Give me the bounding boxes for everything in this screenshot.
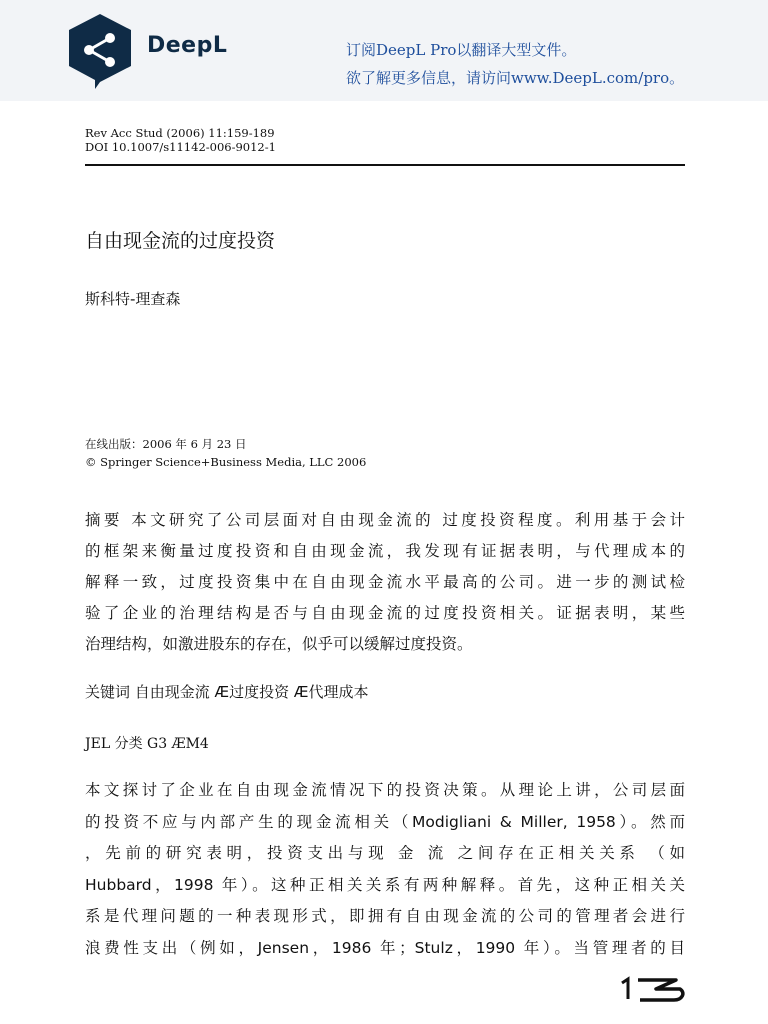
body-line: 本文探讨了企业在自由现金流情况下的投资决策。从理论上讲，公司层面 — [85, 781, 685, 799]
copyright-line: © Springer Science+Business Media, LLC 2006 — [85, 455, 367, 469]
abstract-line: 验了企业的治理结构是否与自由现金流的过度投资相关。证据表明，某些 — [85, 604, 685, 622]
deepl-logo-icon[interactable] — [65, 12, 135, 90]
body-paragraph — [85, 775, 685, 964]
paper-title: 自由现金流的过度投资 — [85, 230, 276, 252]
body-line: 的投资不应与内部产生的现金流相关（Modigliani & Miller, 1958）。然而 — [85, 812, 685, 831]
body-line: ，先前的研究表明，投资支出与现 金 流 之间存在正相关关系 （如 — [85, 844, 685, 862]
doi: DOI 10.1007/s11142-006-9012-1 — [85, 140, 276, 154]
abstract-line: 摘要 本文研究了公司层面对自由现金流的 过度投资程度。利用基于会计 — [85, 511, 685, 529]
abstract-line: 治理结构，如激进股东的存在，似乎可以缓解过度投资。 — [85, 635, 473, 653]
promo-line-1: 订阅DeepL Pro以翻译大型文件。 — [346, 41, 577, 59]
springer-13-logo — [616, 975, 686, 1003]
author-name: 斯科特-理查森 — [85, 290, 181, 308]
deepl-brand-name[interactable]: DeepL — [147, 33, 228, 58]
jel-classification: JEL 分类 G3 ÆM4 — [85, 736, 209, 752]
abstract-line: 解释一致，过度投资集中在自由现金流水平最高的公司。进一步的测试检 — [85, 573, 685, 591]
citation: Rev Acc Stud (2006) 11:159-189 — [85, 126, 275, 140]
journal-header — [85, 126, 276, 154]
header-rule — [85, 164, 685, 166]
abstract — [85, 505, 685, 660]
publication-info — [85, 435, 366, 471]
deepl-banner — [0, 0, 768, 101]
body-line: 系是代理问题的一种表现形式，即拥有自由现金流的公司的管理者会进行 — [85, 907, 685, 925]
keywords: 关键词 自由现金流 Æ过度投资 Æ代理成本 — [85, 683, 369, 701]
abstract-line: 的框架来衡量过度投资和自由现金流，我发现有证据表明，与代理成本的 — [85, 542, 685, 560]
body-line: Hubbard，1998 年）。这种正相关关系有两种解释。首先，这种正相关关 — [85, 875, 685, 894]
deepl-promo — [346, 36, 684, 92]
body-line: 浪费性支出（例如，Jensen，1986 年；Stulz，1990 年）。当管理者的目 — [85, 938, 685, 957]
promo-line-2[interactable]: 欲了解更多信息，请访问www.DeepL.com/pro。 — [346, 69, 685, 87]
published-date: 在线出版：2006 年 6 月 23 日 — [85, 437, 247, 451]
